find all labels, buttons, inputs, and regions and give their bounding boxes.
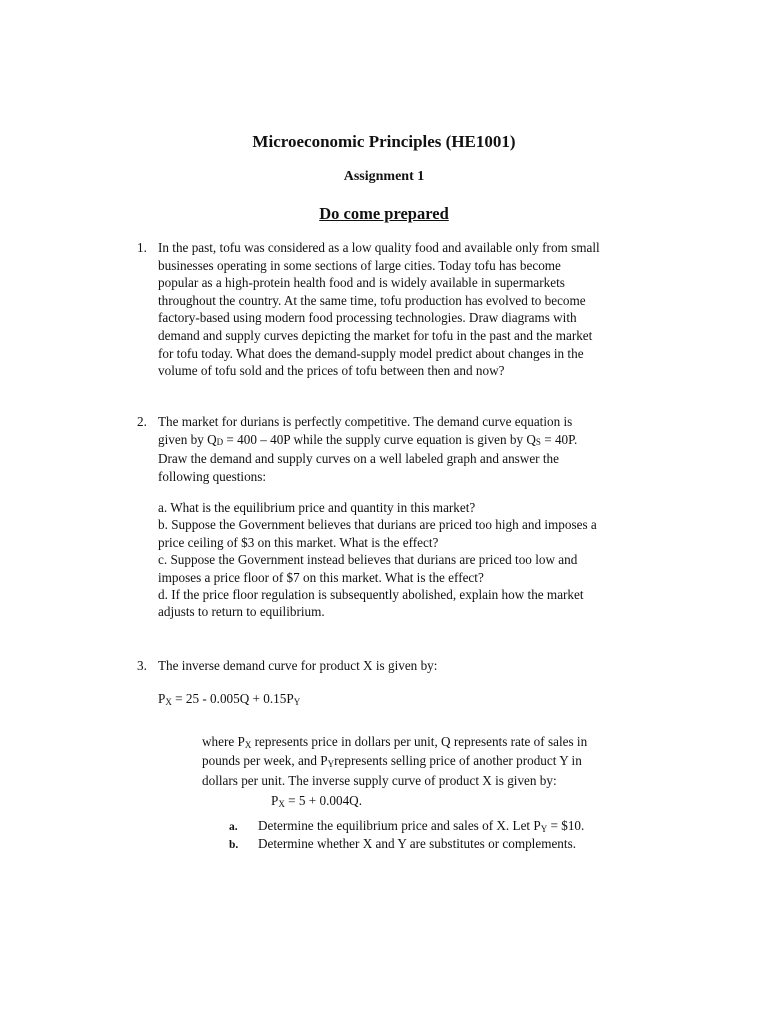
question-number: 3. bbox=[137, 658, 147, 673]
explanation-line: dollars per unit. The inverse supply curve of product X is given by: bbox=[202, 772, 557, 788]
question-1-line: volume of tofu sold and the prices of tofu between then and now? bbox=[158, 363, 505, 379]
question-1-line: for tofu today. What does the demand-supply model predict about changes in the bbox=[158, 345, 584, 361]
question-2-parts bbox=[158, 499, 658, 621]
part-label: b. bbox=[229, 839, 239, 851]
text-fragment: Determine the equilibrium price and sales of X. Let P bbox=[258, 818, 541, 833]
text-fragment: = 25 - 0.005Q + 0.15P bbox=[171, 691, 294, 706]
question-3-explanation bbox=[202, 733, 632, 789]
explanation-line bbox=[202, 752, 632, 771]
question-3-part-b bbox=[229, 836, 576, 852]
subscript: X bbox=[165, 696, 172, 707]
subscript: X bbox=[278, 798, 285, 809]
text-fragment: = 5 + 0.004Q. bbox=[284, 793, 362, 808]
question-2-line bbox=[158, 431, 657, 451]
question-2-part: adjusts to return to equilibrium. bbox=[158, 604, 325, 620]
question-2-line: following questions: bbox=[158, 468, 267, 484]
question-1-line: In the past, tofu was considered as a low quality food and available only from small bbox=[158, 240, 600, 255]
subscript: D bbox=[216, 437, 224, 448]
text-fragment: Determine whether X and Y are substitutes or complements. bbox=[258, 836, 576, 851]
text-fragment: P bbox=[271, 793, 279, 808]
text-fragment: = $10. bbox=[547, 818, 585, 833]
question-1-line: demand and supply curves depicting the market for tofu in the past and the market bbox=[158, 327, 593, 343]
question-2-line: The market for durians is perfectly competitive. The demand curve equation is bbox=[158, 414, 573, 429]
question-1 bbox=[137, 239, 657, 380]
question-2-line: Draw the demand and supply curves on a well labeled graph and answer the bbox=[158, 451, 559, 467]
subscript: Y bbox=[540, 823, 548, 834]
text-fragment: = 40P. bbox=[540, 431, 578, 447]
question-2-part: d. If the price floor regulation is subsequently abolished, explain how the market bbox=[158, 587, 584, 603]
assignment-label: Assignment 1 bbox=[343, 169, 425, 184]
text-fragment: pounds per week, and P bbox=[202, 753, 328, 769]
question-number: 1. bbox=[137, 240, 147, 255]
question-2-part: price ceiling of $3 on this market. What is the effect? bbox=[158, 534, 439, 550]
subscript: S bbox=[535, 437, 541, 448]
subscript: Y bbox=[327, 759, 335, 770]
question-1-line: businesses operating in some sections of large cities. Today tofu has become bbox=[158, 257, 561, 273]
text-fragment: represents selling price of another product Y in bbox=[334, 753, 582, 769]
part-label: a. bbox=[229, 821, 238, 833]
question-1-line: throughout the country. At the same time, tofu production has evolved to become bbox=[158, 292, 586, 308]
explanation-line bbox=[202, 733, 632, 752]
document-title: Microeconomic Principles (HE1001) bbox=[252, 132, 516, 151]
question-3-part-a bbox=[229, 818, 584, 834]
preparation-note bbox=[0, 204, 768, 224]
question-number: 2. bbox=[137, 414, 147, 429]
inverse-supply-equation bbox=[271, 793, 362, 809]
question-2-part: c. Suppose the Government instead believes that durians are priced too low and bbox=[158, 552, 578, 568]
question-2 bbox=[137, 413, 657, 485]
question-1-body bbox=[158, 239, 657, 380]
preparation-note-text: Do come prepared bbox=[319, 204, 449, 223]
question-2-part: b. Suppose the Government believes that durians are priced too high and imposes a bbox=[158, 517, 597, 533]
question-2-part: imposes a price floor of $7 on this market. What is the effect? bbox=[158, 569, 484, 585]
text-fragment: represents price in dollars per unit, Q represents rate of sales in bbox=[251, 734, 588, 749]
question-1-line: factory-based using modern food processing technologies. Draw diagrams with bbox=[158, 310, 577, 326]
inverse-demand-equation bbox=[158, 691, 300, 707]
text-fragment: given by Q bbox=[158, 431, 217, 447]
text-fragment: = 400 – 40P while the supply curve equation is given by Q bbox=[223, 431, 536, 447]
question-1-line: popular as a high-protein health food and is widely available in supermarkets bbox=[158, 275, 565, 291]
subscript: Y bbox=[293, 696, 301, 707]
text-fragment: P bbox=[158, 691, 166, 706]
question-2-intro bbox=[158, 413, 657, 485]
subscript: X bbox=[244, 739, 252, 750]
question-2-part: a. What is the equilibrium price and quantity in this market? bbox=[158, 500, 476, 515]
text-fragment: where P bbox=[202, 734, 245, 749]
question-3-intro: The inverse demand curve for product X is given by: bbox=[158, 658, 438, 673]
question-3 bbox=[137, 657, 657, 675]
